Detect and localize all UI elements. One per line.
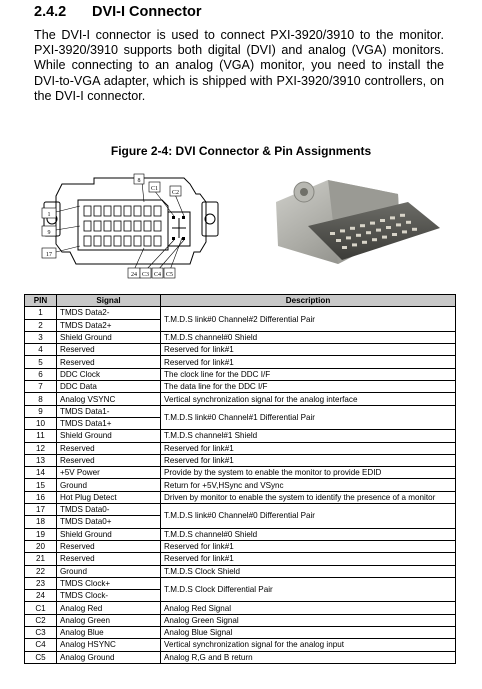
- pin-cell: C4: [25, 639, 57, 651]
- pin-cell: 19: [25, 528, 57, 540]
- table-header-row: [25, 295, 456, 307]
- description-cell: Reserved for link#1: [161, 454, 456, 466]
- description-cell: Vertical synchronization signal for the analog interface: [161, 393, 456, 405]
- table-row: [25, 602, 456, 614]
- pin-cell: 15: [25, 479, 57, 491]
- dvi-adapter-photo: [268, 172, 448, 280]
- signal-cell: Ground: [57, 479, 161, 491]
- description-cell: T.M.D.S link#0 Channel#1 Differential Pair: [161, 405, 456, 430]
- signal-cell: Reserved: [57, 540, 161, 552]
- description-cell: T.M.D.S Clock Differential Pair: [161, 577, 456, 602]
- pin-cell: 7: [25, 381, 57, 393]
- label-c5: C5: [165, 272, 174, 278]
- signal-cell: Analog Green: [57, 614, 161, 626]
- signal-cell: Reserved: [57, 454, 161, 466]
- table-row: [25, 651, 456, 663]
- description-cell: Reserved for link#1: [161, 442, 456, 454]
- signal-cell: TMDS Data0-: [57, 504, 161, 516]
- table-row: [25, 454, 456, 466]
- label-pin1: 1: [47, 212, 51, 218]
- signal-cell: Shield Ground: [57, 331, 161, 343]
- signal-cell: TMDS Clock-: [57, 590, 161, 602]
- signal-cell: TMDS Data2+: [57, 319, 161, 331]
- signal-cell: +5V Power: [57, 467, 161, 479]
- figure-caption: Figure 2-4: DVI Connector & Pin Assignments: [110, 144, 372, 158]
- signal-cell: Analog HSYNC: [57, 639, 161, 651]
- table-row: [25, 553, 456, 565]
- description-cell: Analog Blue Signal: [161, 627, 456, 639]
- table-row: [25, 565, 456, 577]
- table-row: [25, 467, 456, 479]
- description-cell: T.M.D.S Clock Shield: [161, 565, 456, 577]
- pin-cell: 18: [25, 516, 57, 528]
- table-row: [25, 381, 456, 393]
- signal-cell: TMDS Data2-: [57, 307, 161, 319]
- pin-cell: 24: [25, 590, 57, 602]
- description-cell: T.M.D.S channel#1 Shield: [161, 430, 456, 442]
- description-cell: Analog Green Signal: [161, 614, 456, 626]
- pin-cell: 11: [25, 430, 57, 442]
- signal-cell: Reserved: [57, 344, 161, 356]
- signal-cell: Analog Blue: [57, 627, 161, 639]
- pin-cell: 22: [25, 565, 57, 577]
- table-row: [25, 393, 456, 405]
- label-pin9: 9: [47, 230, 51, 236]
- description-cell: The clock line for the DDC I/F: [161, 368, 456, 380]
- table-row: [25, 430, 456, 442]
- table-row: [25, 491, 456, 503]
- section-number: 2.4.2: [34, 4, 67, 20]
- header-signal: Signal: [57, 295, 161, 307]
- pin-assignment-table: [24, 294, 456, 664]
- signal-cell: TMDS Data1-: [57, 405, 161, 417]
- signal-cell: Shield Ground: [57, 528, 161, 540]
- pin-cell: 12: [25, 442, 57, 454]
- pin-cell: 17: [25, 504, 57, 516]
- pin-cell: 23: [25, 577, 57, 589]
- table-row: [25, 540, 456, 552]
- label-c2: C2: [171, 190, 180, 196]
- pin-cell: 10: [25, 417, 57, 429]
- signal-cell: Analog VSYNC: [57, 393, 161, 405]
- signal-cell: Analog Ground: [57, 651, 161, 663]
- description-cell: Return for +5V,HSync and VSync: [161, 479, 456, 491]
- label-pin24: 24: [131, 272, 137, 278]
- table-row: [25, 504, 456, 516]
- pin-cell: 21: [25, 553, 57, 565]
- signal-cell: DDC Clock: [57, 368, 161, 380]
- signal-cell: Reserved: [57, 553, 161, 565]
- header-description: Description: [161, 295, 456, 307]
- label-c3: C3: [141, 272, 150, 278]
- description-cell: Analog Red Signal: [161, 602, 456, 614]
- description-cell: Analog R,G and B return: [161, 651, 456, 663]
- pin-cell: 16: [25, 491, 57, 503]
- description-cell: Driven by monitor to enable the system to identify the presence of a monitor: [161, 491, 456, 503]
- signal-cell: Reserved: [57, 356, 161, 368]
- description-cell: Provide by the system to enable the monitor to provide EDID: [161, 467, 456, 479]
- signal-cell: Analog Red: [57, 602, 161, 614]
- description-cell: T.M.D.S link#0 Channel#2 Differential Pair: [161, 307, 456, 332]
- table-row: [25, 344, 456, 356]
- signal-cell: Reserved: [57, 442, 161, 454]
- table-row: [25, 627, 456, 639]
- table-row: [25, 614, 456, 626]
- pin-cell: 2: [25, 319, 57, 331]
- label-c4: C4: [153, 272, 162, 278]
- description-cell: Reserved for link#1: [161, 540, 456, 552]
- signal-cell: TMDS Clock+: [57, 577, 161, 589]
- signal-cell: TMDS Data1+: [57, 417, 161, 429]
- pin-cell: C1: [25, 602, 57, 614]
- pin-cell: 5: [25, 356, 57, 368]
- description-cell: Vertical synchronization signal for the analog input: [161, 639, 456, 651]
- description-cell: T.M.D.S channel#0 Shield: [161, 331, 456, 343]
- pin-cell: 8: [25, 393, 57, 405]
- description-cell: T.M.D.S link#0 Channel#0 Differential Pair: [161, 504, 456, 529]
- label-pin17: 17: [46, 252, 52, 258]
- pin-cell: 13: [25, 454, 57, 466]
- table-row: [25, 442, 456, 454]
- pin-cell: 9: [25, 405, 57, 417]
- description-cell: Reserved for link#1: [161, 553, 456, 565]
- table-row: [25, 528, 456, 540]
- pin-cell: C3: [25, 627, 57, 639]
- table-row: [25, 577, 456, 589]
- pin-cell: 1: [25, 307, 57, 319]
- section-title: DVI-I Connector: [92, 4, 202, 20]
- description-cell: The data line for the DDC I/F: [161, 381, 456, 393]
- section-heading: [34, 4, 202, 20]
- signal-cell: TMDS Data0+: [57, 516, 161, 528]
- table-row: [25, 405, 456, 417]
- description-cell: T.M.D.S channel#0 Shield: [161, 528, 456, 540]
- pin-cell: 6: [25, 368, 57, 380]
- header-pin: PIN: [25, 295, 57, 307]
- pin-cell: 4: [25, 344, 57, 356]
- table-row: [25, 639, 456, 651]
- signal-cell: Hot Plug Detect: [57, 491, 161, 503]
- table-row: [25, 356, 456, 368]
- description-cell: Reserved for link#1: [161, 356, 456, 368]
- label-pin8: 8: [137, 178, 141, 184]
- signal-cell: Ground: [57, 565, 161, 577]
- description-cell: Reserved for link#1: [161, 344, 456, 356]
- signal-cell: DDC Data: [57, 381, 161, 393]
- intro-paragraph: The DVI-I connector is used to connect PXI-3920/3910 to the monitor. PXI-3920/3910 supports both digital (DVI) and analog (VGA) monitors. While connecting to an analog (VGA) monitor, you need to install the DVI-to-VGA adapter, which is shipped with PXI-3920/3910 controllers, on the DVI-I connector.: [34, 28, 444, 103]
- pin-cell: C2: [25, 614, 57, 626]
- dvi-connector-diagram: [34, 166, 224, 280]
- table-row: [25, 307, 456, 319]
- pin-cell: C5: [25, 651, 57, 663]
- pin-cell: 3: [25, 331, 57, 343]
- table-row: [25, 331, 456, 343]
- pin-cell: 14: [25, 467, 57, 479]
- table-row: [25, 479, 456, 491]
- pin-cell: 20: [25, 540, 57, 552]
- label-c1: C1: [150, 186, 159, 192]
- table-row: [25, 368, 456, 380]
- signal-cell: Shield Ground: [57, 430, 161, 442]
